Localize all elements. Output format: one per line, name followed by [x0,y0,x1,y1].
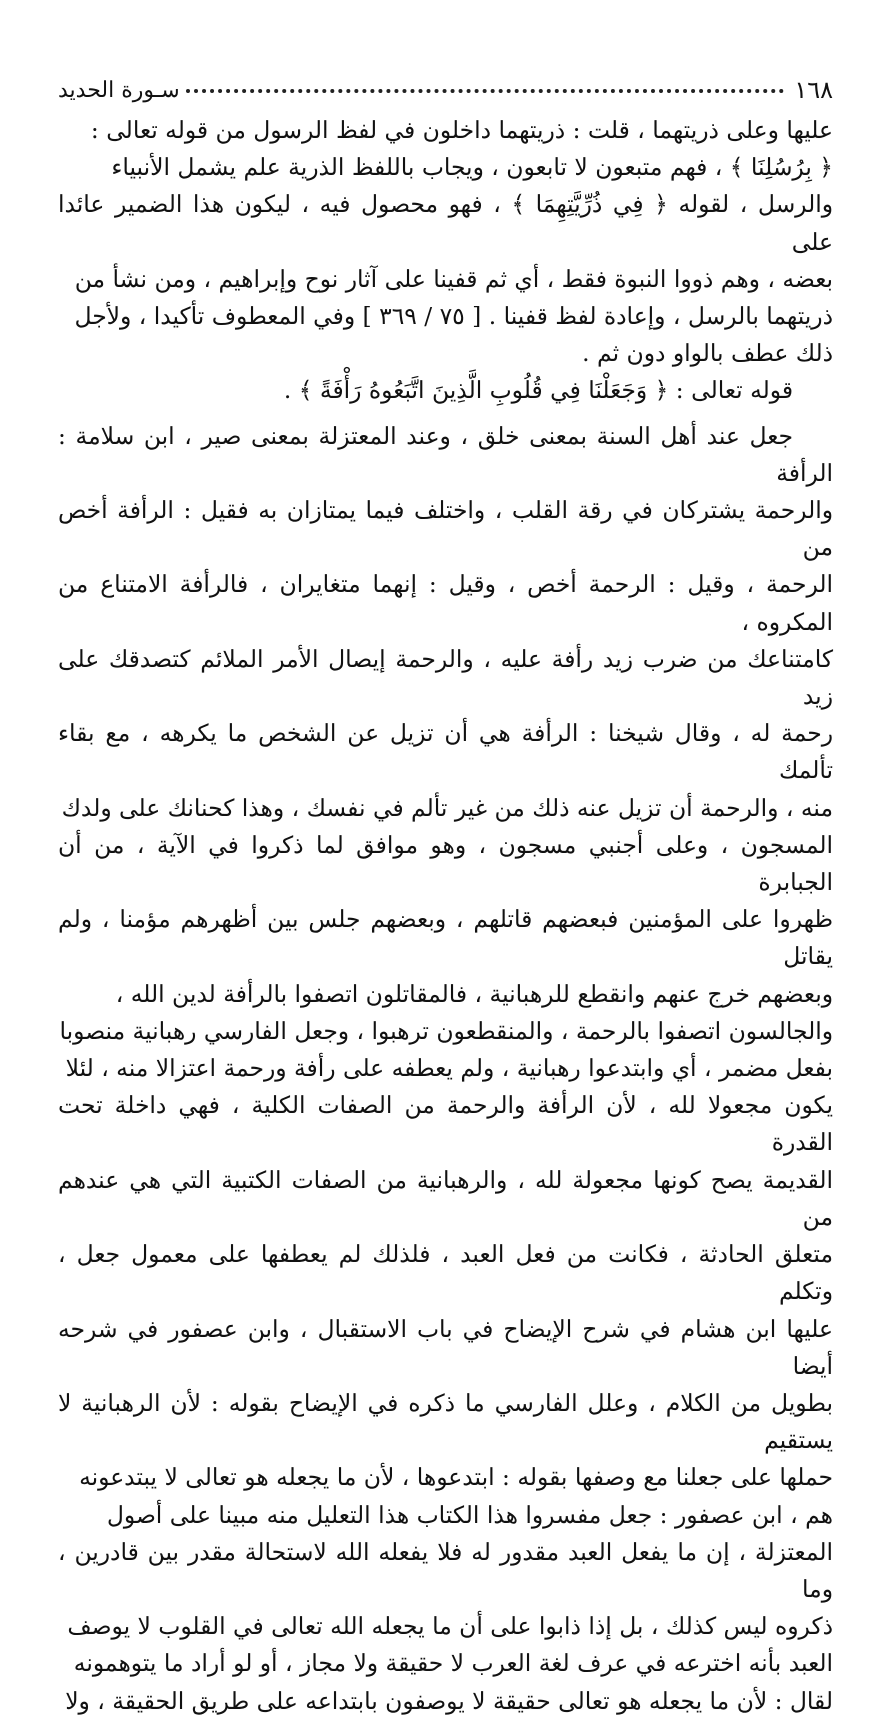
text-line: بفعل مضمر ، أي وابتدعوا رهبانية ، ولم يعطفه على رأفة ورحمة اعتزالا منه ، لئلا [65,1054,833,1083]
verse-heading: قوله تعالى : ﴿ وَجَعَلْنَا فِي قُلُوبِ الَّذِينَ اتَّبَعُوهُ رَأْفَةً ﴾ . [283,376,793,405]
text-line: يكون مجعولا لله ، لأن الرأفة والرحمة من الصفات الكلية ، فهي داخلة تحت القدرة [58,1091,833,1157]
text-line: هم ، ابن عصفور : جعل مفسروا هذا الكتاب هذا التعليل منه مبينا على أصول [106,1500,833,1529]
text-line: كامتناعك من ضرب زيد رأفة عليه ، والرحمة إيصال الأمر الملائم كتصدقك على زيد [58,644,833,711]
surah-title: سـورة الحديد [58,77,180,103]
paragraph-gap [58,410,833,418]
text-line: والرحمة يشتركان في رقة القلب ، واختلف فيما يمتازان به فقيل : الرأفة أخص من [58,496,833,562]
text-line: متعلق الحادثة ، فكانت من فعل العبد ، فلذلك لم يعطفها على معمول جعل ، وتكلم [58,1240,833,1306]
text-line: والجالسون اتصفوا بالرحمة ، والمنقطعون ترهبوا ، وجعل الفارسي رهبانية منصوبا [59,1016,833,1045]
main-text [58,112,833,1720]
text-line: منه ، والرحمة أن تزيل عنه ذلك من غير تألم في نفسك ، وهذا كحنانك على ولدك [61,793,833,822]
text-line: حملها على جعلنا مع وصفها بقوله : ابتدعوها ، لأن ما يجعله هو تعالى لا يبتدعونه [79,1463,833,1492]
text-line: المسجون ، وعلى أجنبي مسجون ، وهو موافق لما ذكروا في الآية ، من أن الجبابرة [58,830,833,897]
text-line: ذكروه ليس كذلك ، بل إذا ذابوا على أن ما يجعله الله تعالى في القلوب لا يوصف [67,1612,833,1641]
text-line: ذريتهما بالرسل ، وإعادة لفظ قفينا . [ ٧٥ / ٣٦٩ ] وفي المعطوف تأكيدا ، ولأجل [74,302,833,331]
page-number: ١٦٨ [794,76,833,104]
text-line: ذلك عطف بالواو دون ثم . [582,339,833,368]
running-header [58,68,833,112]
text-line: جعل عند أهل السنة بمعنى خلق ، وعند المعتزلة بمعنى صير ، ابن سلامة : الرأفة [58,421,833,487]
text-line: ظهروا على المؤمنين فبعضهم قاتلهم ، وبعضهم جلس بين أظهرهم مؤمنا ، ولم يقاتل [58,905,833,971]
header-dotted-leader [186,89,785,93]
text-line: بطويل من الكلام ، وعلل الفارسي ما ذكره في الإيضاح بقوله : لأن الرهبانية لا يستقيم [58,1388,833,1455]
text-line: القديمة يصح كونها مجعولة لله ، والرهبانية من الصفات الكتبية التي هي عندهم من [58,1165,833,1231]
text-line: عليها وعلى ذريتهما ، قلت : ذريتهما داخلون في لفظ الرسول من قوله تعالى : [90,116,833,144]
text-line: عليها ابن هشام في شرح الإيضاح في باب الاستقبال ، وابن عصفور في شرحه أيضا [58,1314,833,1380]
text-line: رحمة له ، وقال شيخنا : الرأفة هي أن تزيل عن الشخص ما يكرهه ، مع بقاء تألمك [58,719,833,785]
text-line: المعتزلة ، إن ما يفعل العبد مقدور له فلا يفعله الله لاستحالة مقدر بين قادرين ، وما [58,1537,833,1603]
text-line: وبعضهم خرج عنهم وانقطع للرهبانية ، فالمقاتلون اتصفوا بالرأفة لدين الله ، [115,979,833,1008]
text-line: العبد بأنه اخترعه في عرف لغة العرب لا حقيقة ولا مجاز ، أو لو أراد ما يتوهمونه [73,1649,833,1678]
text-line: ﴿ بِرُسُلِنَا ﴾ ، فهم متبعون لا تابعون ، ويجاب باللفظ الذرية علم يشمل الأنبياء [111,153,833,182]
text-line: والرسل ، لقوله ﴿ فِي ذُرِّيَّتِهِمَا ﴾ ، فهو محصول فيه ، ليكون هذا الضمير عائدا على [58,190,833,256]
text-line: لقال : لأن ما يجعله هو تعالى حقيقة لا يوصفون بابتداعه على طريق الحقيقة ، ولا [65,1686,833,1715]
text-line: بعضه ، وهم ذووا النبوة فقط ، أي ثم قفينا على آثار نوح وإبراهيم ، ومن نشأ من [74,264,833,293]
text-line: الرحمة ، وقيل : الرحمة أخص ، وقيل : إنهما متغايران ، فالرأفة الامتناع من المكروه ، [58,570,833,636]
